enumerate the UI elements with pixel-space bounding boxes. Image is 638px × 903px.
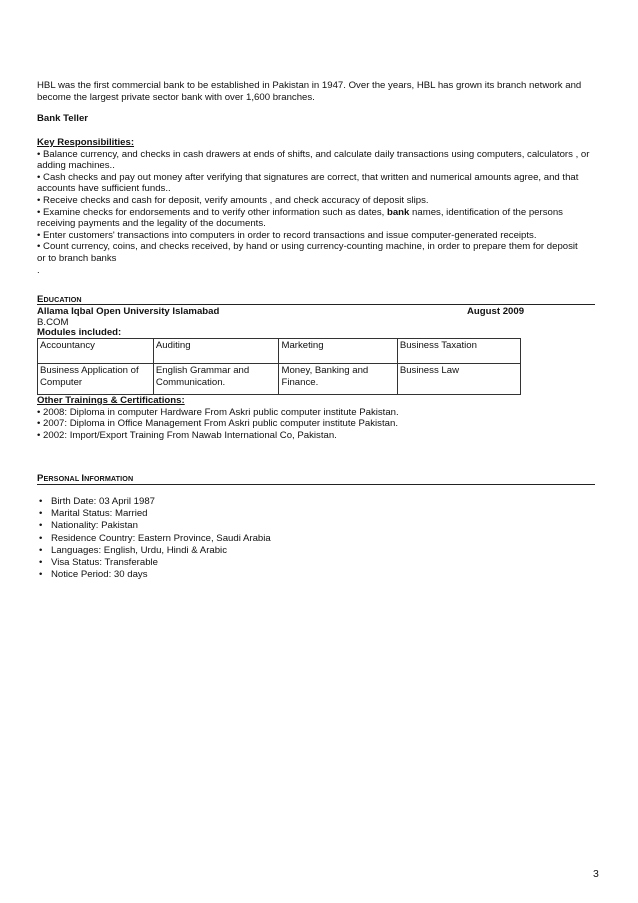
responsibility-line: • Balance currency, and checks in cash drawers at ends of shifts, and calculate daily transactions using computers, calculators , or bbox=[37, 148, 590, 160]
list-item-text: Marital Status: Married bbox=[51, 508, 148, 520]
responsibility-line: • Cash checks and pay out money after verifying that signatures are correct, that written and numerical amounts agree, and that bbox=[37, 171, 579, 183]
bullet-icon: • bbox=[39, 569, 43, 581]
heading-initial: P bbox=[37, 473, 44, 484]
module-cell: Marketing bbox=[279, 339, 397, 364]
modules-heading: Modules included: bbox=[37, 327, 122, 338]
bullet-icon: • bbox=[39, 544, 43, 556]
module-cell: Business Law bbox=[397, 364, 520, 395]
heading-rest: ERSONAL bbox=[43, 474, 82, 483]
job-title: Bank Teller bbox=[37, 113, 89, 124]
bullet-icon: • bbox=[39, 532, 43, 544]
responsibility-line: . bbox=[37, 264, 40, 276]
module-cell: Accountancy bbox=[38, 339, 154, 364]
table-row bbox=[38, 364, 521, 395]
list-item-text: Residence Country: Eastern Province, Saudi Arabia bbox=[51, 532, 271, 544]
bullet-icon: • bbox=[39, 557, 43, 569]
responsibility-line: or to branch banks bbox=[37, 252, 117, 264]
responsibility-line bbox=[37, 207, 602, 219]
responsibility-line: receiving payments and the legality of the documents. bbox=[37, 218, 266, 230]
intro-line: HBL was the first commercial bank to be established in Pakistan in 1947. Over the years, HBL has grown its branch network and bbox=[37, 80, 582, 91]
training-item: • 2002: Import/Export Training From Nawab International Co, Pakistan. bbox=[37, 429, 337, 441]
responsibility-line: • Receive checks and cash for deposit, verify amounts , and check accuracy of deposit slips. bbox=[37, 194, 429, 206]
intro-line: become the largest private sector bank with over 1,600 branches. bbox=[37, 91, 315, 103]
module-cell: Auditing bbox=[153, 339, 279, 364]
list-item bbox=[37, 508, 271, 520]
bank-keyword: bank bbox=[386, 206, 410, 218]
module-cell: Money, Banking and Finance. bbox=[279, 364, 397, 395]
responsibilities-block bbox=[37, 137, 602, 276]
bullet-icon: • bbox=[39, 496, 43, 507]
training-item: • 2008: Diploma in computer Hardware From Askri public computer institute Pakistan. bbox=[37, 406, 399, 418]
list-item bbox=[37, 569, 271, 581]
responsibility-line: • Enter customers' transactions into computers in order to record transactions and issue computer-generated receipts. bbox=[37, 229, 537, 241]
page-number: 3 bbox=[593, 868, 599, 880]
list-item bbox=[37, 533, 271, 545]
list-item-text: Notice Period: 30 days bbox=[51, 569, 148, 581]
responsibilities-heading: Key Responsibilities: bbox=[37, 137, 135, 148]
institution-row bbox=[37, 306, 537, 318]
intro-paragraph bbox=[37, 80, 602, 103]
heading-initial: E bbox=[37, 294, 44, 305]
table-row bbox=[38, 339, 521, 364]
module-cell: English Grammar and Communication. bbox=[153, 364, 279, 395]
section-divider bbox=[37, 304, 595, 305]
training-item: • 2007: Diploma in Office Management From Askri public computer institute Pakistan. bbox=[37, 418, 398, 430]
list-item-text: Visa Status: Transferable bbox=[51, 557, 159, 569]
section-divider bbox=[37, 484, 595, 485]
responsibility-line: adding machines.. bbox=[37, 160, 115, 172]
bullet-icon: • bbox=[39, 520, 43, 532]
responsibility-text: • Examine checks for endorsements and to verify other information such as dates, bbox=[37, 206, 387, 218]
trainings-heading: Other Trainings & Certifications: bbox=[37, 395, 185, 406]
module-cell: Business Application of Computer bbox=[38, 364, 154, 395]
list-item bbox=[37, 520, 271, 532]
list-item-text: Nationality: Pakistan bbox=[51, 520, 138, 532]
graduation-date: August 2009 bbox=[467, 306, 525, 317]
list-item-text: Birth Date: 03 April 1987 bbox=[51, 496, 155, 507]
module-cell: Business Taxation bbox=[397, 339, 520, 364]
responsibility-line: accounts have sufficient funds.. bbox=[37, 183, 171, 195]
personal-info-list bbox=[37, 496, 271, 581]
list-item bbox=[37, 496, 271, 508]
modules-table bbox=[37, 338, 521, 395]
institution-name: Allama Iqbal Open University Islamabad bbox=[37, 306, 220, 317]
trainings-block bbox=[37, 395, 602, 441]
bullet-icon: • bbox=[39, 508, 43, 520]
heading-rest: DUCATION bbox=[43, 295, 82, 304]
list-item bbox=[37, 557, 271, 569]
list-item-text: Languages: English, Urdu, Hindi & Arabic bbox=[51, 544, 227, 556]
heading-initial: I bbox=[81, 473, 85, 484]
heading-rest: NFORMATION bbox=[84, 474, 134, 483]
degree: B.COM bbox=[37, 317, 69, 328]
personal-info-heading bbox=[37, 473, 602, 484]
list-item bbox=[37, 545, 271, 557]
responsibility-line: • Count currency, coins, and checks received, by hand or using currency-counting machine, in order to prepare them for deposit bbox=[37, 241, 578, 253]
responsibility-text: names, identification of the persons bbox=[409, 206, 563, 218]
